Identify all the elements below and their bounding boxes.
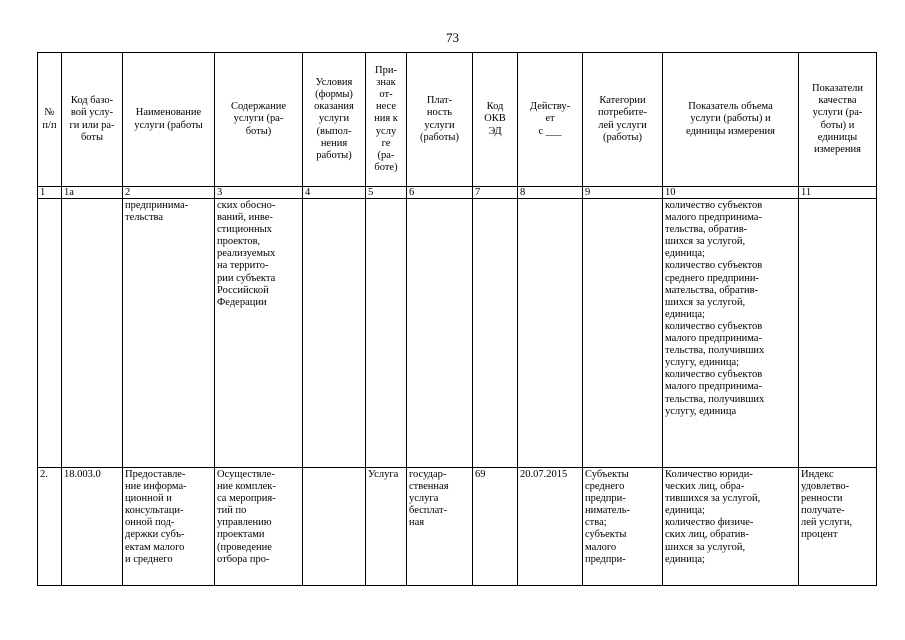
- column-number: 2: [123, 187, 215, 199]
- cell-base-code: [62, 199, 123, 468]
- table-row-continuation: [38, 199, 877, 468]
- header-cell-attribute: При- знак от- несе ния к услу ге (ра- боте): [366, 53, 407, 187]
- cell-service-name: предпринима- тельства: [123, 199, 215, 468]
- header-cell-effective-from: Действу- ет с ___: [518, 53, 583, 187]
- column-number: 8: [518, 187, 583, 199]
- cell-service-content: ских обосно- ваний, инве- стиционных проектов, реализуемых на террито- рии субъекта Российской Федерации: [215, 199, 303, 468]
- cell-payment: государ- ственная услуга бесплат- ная: [407, 468, 473, 586]
- cell-attribute: Услуга: [366, 468, 407, 586]
- header-cell-volume-indicator: Показатель объема услуги (работы) и единицы измерения: [663, 53, 799, 187]
- header-cell-number: № п/п: [38, 53, 62, 187]
- cell-okved: [473, 199, 518, 468]
- cell-effective-from: [518, 199, 583, 468]
- cell-okved: 69: [473, 468, 518, 586]
- column-number: 4: [303, 187, 366, 199]
- header-cell-quality-indicators: Показатели качества услуги (ра- боты) и единицы измерения: [799, 53, 877, 187]
- cell-conditions: [303, 468, 366, 586]
- cell-attribute: [366, 199, 407, 468]
- column-number: 5: [366, 187, 407, 199]
- cell-service-content: Осуществле- ние комплек- са мероприя- тий по управлению проектами (проведение отбора про-: [215, 468, 303, 586]
- header-cell-service-content: Содержание услуги (ра- боты): [215, 53, 303, 187]
- cell-consumer-categories: Субъекты среднего предпри- ниматель- ства; субъекты малого предпри-: [583, 468, 663, 586]
- cell-volume-indicator: Количество юриди- ческих лиц, обра- тившихся за услугой, единица; количество физиче- ских лиц, обратив- шихся за услугой, единица;: [663, 468, 799, 586]
- header-cell-base-code: Код базо- вой услу- ги или ра- боты: [62, 53, 123, 187]
- header-cell-consumer-categories: Категории потребите- лей услуги (работы): [583, 53, 663, 187]
- column-number: 9: [583, 187, 663, 199]
- column-number: 7: [473, 187, 518, 199]
- table-row-service-2: [38, 468, 877, 586]
- cell-quality-indicators: [799, 199, 877, 468]
- cell-base-code: 18.003.0: [62, 468, 123, 586]
- header-row: [38, 53, 877, 187]
- cell-volume-indicator: количество субъектов малого предпринима- тельства, обратив- шихся за услугой, единица; количество субъектов среднего предприни- мательства, обратив- шихся за услугой, единица; количество субъектов малого предпринима- тельства, получивших услугу, единица; количество субъектов малого предпринима- тельства, получивших услугу, единица: [663, 199, 799, 468]
- column-number: 1: [38, 187, 62, 199]
- cell-number: 2.: [38, 468, 62, 586]
- cell-effective-from: 20.07.2015: [518, 468, 583, 586]
- column-number: 1а: [62, 187, 123, 199]
- column-number: 6: [407, 187, 473, 199]
- column-number: 3: [215, 187, 303, 199]
- header-cell-service-name: Наименование услуги (работы: [123, 53, 215, 187]
- cell-quality-indicators: Индекс удовлетво- ренности получате- лей услуги, процент: [799, 468, 877, 586]
- column-number: 10: [663, 187, 799, 199]
- column-number: 11: [799, 187, 877, 199]
- cell-consumer-categories: [583, 199, 663, 468]
- cell-payment: [407, 199, 473, 468]
- cell-service-name: Предоставле- ние информа- ционной и консультаци- онной под- держки субъ- ектам малого и среднего: [123, 468, 215, 586]
- header-cell-conditions: Условия (формы) оказания услуги (выпол- нения работы): [303, 53, 366, 187]
- cell-number: [38, 199, 62, 468]
- cell-conditions: [303, 199, 366, 468]
- header-cell-payment: Плат- ность услуги (работы): [407, 53, 473, 187]
- page-number: 73: [446, 30, 459, 45]
- services-register-table: [37, 52, 877, 586]
- header-cell-okved: Код ОКВ ЭД: [473, 53, 518, 187]
- column-number-row: [38, 187, 877, 199]
